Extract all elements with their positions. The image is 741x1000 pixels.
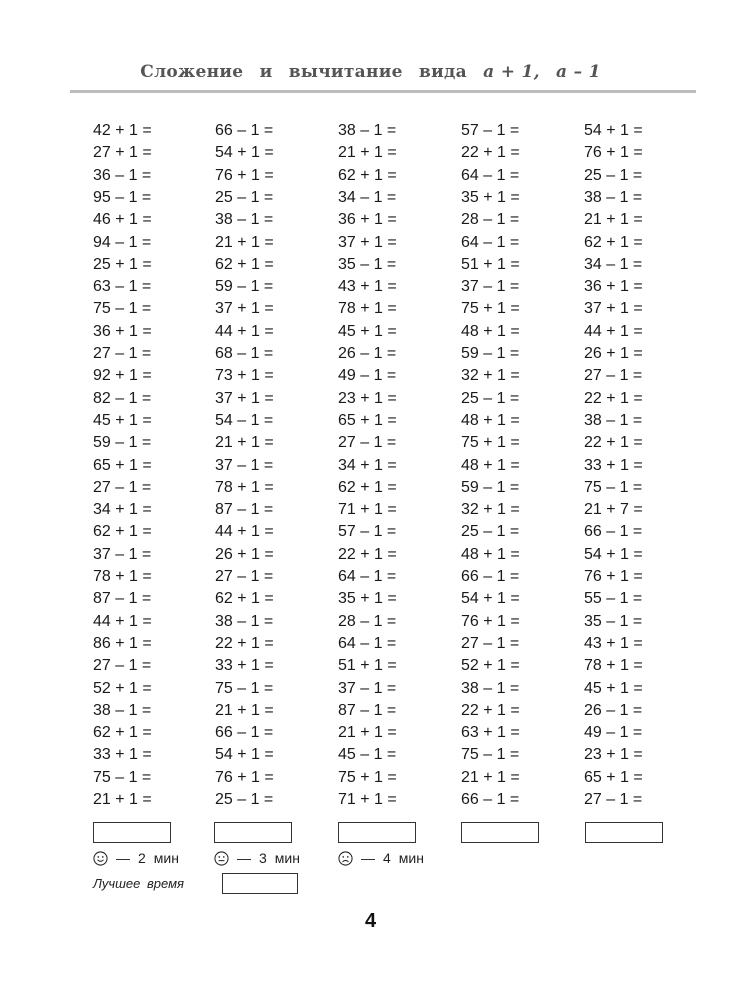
- legend-item-medium: [214, 849, 300, 867]
- problem-item: 51 + 1 =: [461, 255, 520, 273]
- problem-item: 35 + 1 =: [461, 188, 520, 206]
- problem-item: 48 + 1 =: [461, 545, 520, 563]
- problem-item: 23 + 1 =: [584, 746, 643, 764]
- problem-item: 73 + 1 =: [215, 367, 274, 385]
- problem-item: 78 + 1 =: [93, 568, 152, 585]
- smile-face-icon: [93, 851, 108, 866]
- problem-item: 25 – 1 =: [461, 389, 520, 407]
- problem-item: 65 + 1 =: [338, 411, 397, 429]
- problem-item: 27 – 1 =: [461, 634, 520, 652]
- problem-item: 21 + 1 =: [215, 701, 274, 719]
- problem-item: 27 – 1 =: [584, 791, 643, 808]
- problem-item: 68 – 1 =: [215, 345, 274, 362]
- answer-box-column-4[interactable]: [461, 822, 539, 843]
- problem-item: 78 + 1 =: [215, 478, 274, 496]
- legend-minutes: 4: [383, 850, 391, 866]
- problem-item: 44 + 1 =: [215, 322, 274, 340]
- legend-minutes: 3: [259, 850, 267, 866]
- title-word: Сложение: [140, 62, 244, 82]
- problem-item: 38 – 1 =: [338, 122, 397, 139]
- problem-item: 76 + 1 =: [584, 568, 643, 585]
- legend-item-slow: [338, 849, 424, 867]
- formula-plus: а + 1,: [483, 62, 540, 82]
- problem-item: 25 – 1 =: [584, 166, 643, 184]
- problem-item: 37 – 1 =: [338, 679, 397, 697]
- problem-item: 22 + 1 =: [461, 144, 520, 162]
- problem-item: 37 – 1 =: [93, 545, 152, 563]
- problem-item: 21 + 1 =: [215, 233, 274, 251]
- problem-item: 75 + 1 =: [338, 768, 397, 786]
- problem-item: 36 – 1 =: [93, 166, 152, 184]
- problem-item: 25 – 1 =: [215, 791, 274, 808]
- problem-item: 59 – 1 =: [93, 434, 152, 452]
- problem-item: 43 + 1 =: [584, 634, 643, 652]
- problem-item: 59 – 1 =: [461, 478, 520, 496]
- neutral-face-icon: [214, 851, 229, 866]
- problem-item: 27 – 1 =: [93, 657, 152, 675]
- problem-item: 26 + 1 =: [215, 545, 274, 563]
- problem-item: 62 + 1 =: [338, 166, 397, 184]
- problem-item: 62 + 1 =: [338, 478, 397, 496]
- problem-item: 78 + 1 =: [584, 657, 643, 675]
- problem-item: 75 + 1 =: [461, 434, 520, 452]
- problem-item: 92 + 1 =: [93, 367, 152, 385]
- problem-item: 27 – 1 =: [215, 568, 274, 585]
- problem-item: 49 – 1 =: [338, 367, 397, 385]
- problem-item: 71 + 1 =: [338, 501, 397, 519]
- problem-item: 76 + 1 =: [215, 166, 274, 184]
- problem-item: 54 + 1 =: [461, 590, 520, 608]
- problem-item: 94 – 1 =: [93, 233, 152, 251]
- problem-item: 22 + 1 =: [338, 545, 397, 563]
- problem-item: 22 + 1 =: [461, 701, 520, 719]
- problem-item: 95 – 1 =: [93, 188, 152, 206]
- problem-item: 62 + 1 =: [93, 523, 152, 541]
- problem-item: 62 + 1 =: [93, 724, 152, 742]
- title-word: и: [259, 62, 273, 82]
- problem-item: 26 + 1 =: [584, 345, 643, 362]
- problem-item: 34 + 1 =: [338, 456, 397, 474]
- problem-item: 64 – 1 =: [338, 634, 397, 652]
- answer-box-column-1[interactable]: [93, 822, 171, 843]
- problem-item: 32 + 1 =: [461, 501, 520, 519]
- legend-item-fast: [93, 849, 179, 867]
- problem-item: 25 + 1 =: [93, 255, 152, 273]
- problem-item: 54 – 1 =: [215, 411, 274, 429]
- problem-item: 21 + 1 =: [338, 144, 397, 162]
- problem-item: 87 – 1 =: [215, 501, 274, 519]
- problem-item: 48 + 1 =: [461, 456, 520, 474]
- problem-item: 22 + 1 =: [584, 434, 643, 452]
- problem-item: 36 + 1 =: [584, 278, 643, 296]
- problem-item: 45 + 1 =: [93, 411, 152, 429]
- problem-item: 45 + 1 =: [338, 322, 397, 340]
- problem-item: 21 + 1 =: [461, 768, 520, 786]
- title-word: вычитание: [288, 62, 403, 82]
- problem-item: 25 – 1 =: [461, 523, 520, 541]
- problem-item: 26 – 1 =: [338, 345, 397, 362]
- legend-dash: —: [361, 850, 375, 866]
- problem-item: 36 + 1 =: [338, 211, 397, 229]
- problem-item: 45 – 1 =: [338, 746, 397, 764]
- formula-minus: а – 1: [556, 62, 601, 82]
- problem-item: 48 + 1 =: [461, 322, 520, 340]
- problem-item: 22 + 1 =: [584, 389, 643, 407]
- problem-item: 21 + 1 =: [584, 211, 643, 229]
- problem-item: 37 – 1 =: [461, 278, 520, 296]
- problem-item: 48 + 1 =: [461, 411, 520, 429]
- problem-item: 46 + 1 =: [93, 211, 152, 229]
- problem-item: 63 – 1 =: [93, 278, 152, 296]
- problem-item: 66 – 1 =: [215, 724, 274, 742]
- problem-item: 38 – 1 =: [93, 701, 152, 719]
- answer-box-column-3[interactable]: [338, 822, 416, 843]
- problem-item: 38 – 1 =: [215, 211, 274, 229]
- problem-item: 75 – 1 =: [93, 300, 152, 318]
- problem-item: 44 + 1 =: [93, 612, 152, 630]
- problem-item: 44 + 1 =: [584, 322, 643, 340]
- problem-item: 33 + 1 =: [93, 746, 152, 764]
- problem-item: 64 – 1 =: [338, 568, 397, 585]
- legend-unit: мин: [398, 850, 424, 866]
- problem-item: 37 + 1 =: [215, 300, 274, 318]
- problem-item: 63 + 1 =: [461, 724, 520, 742]
- problem-item: 55 – 1 =: [584, 590, 643, 608]
- problem-item: 59 – 1 =: [461, 345, 520, 362]
- problem-item: 35 – 1 =: [584, 612, 643, 630]
- problem-item: 27 – 1 =: [338, 434, 397, 452]
- problem-item: 36 + 1 =: [93, 322, 152, 340]
- problem-item: 27 – 1 =: [93, 478, 152, 496]
- problem-item: 37 + 1 =: [338, 233, 397, 251]
- problem-item: 21 + 1 =: [338, 724, 397, 742]
- problem-item: 45 + 1 =: [584, 679, 643, 697]
- problem-item: 38 – 1 =: [461, 679, 520, 697]
- problem-item: 52 + 1 =: [93, 679, 152, 697]
- problem-item: 62 + 1 =: [215, 255, 274, 273]
- problem-item: 25 – 1 =: [215, 188, 274, 206]
- problem-item: 66 – 1 =: [461, 791, 520, 808]
- problem-item: 57 – 1 =: [461, 122, 520, 139]
- problem-item: 32 + 1 =: [461, 367, 520, 385]
- problem-item: 28 – 1 =: [461, 211, 520, 229]
- problem-item: 87 – 1 =: [338, 701, 397, 719]
- best-time-label: Лучшее время: [93, 876, 184, 891]
- header-divider: [70, 90, 696, 93]
- problem-item: 43 + 1 =: [338, 278, 397, 296]
- problem-item: 54 + 1 =: [215, 746, 274, 764]
- problem-item: 27 + 1 =: [93, 144, 152, 162]
- problem-item: 44 + 1 =: [215, 523, 274, 541]
- problem-item: 87 – 1 =: [93, 590, 152, 608]
- problem-item: 54 + 1 =: [215, 144, 274, 162]
- problem-item: 76 + 1 =: [584, 144, 643, 162]
- page-number: 4: [364, 910, 377, 932]
- page-title: [0, 62, 741, 82]
- problem-item: 54 + 1 =: [584, 545, 643, 563]
- problem-item: 57 – 1 =: [338, 523, 397, 541]
- problem-item: 86 + 1 =: [93, 634, 152, 652]
- problem-item: 34 – 1 =: [584, 255, 643, 273]
- answer-box-column-5[interactable]: [585, 822, 663, 843]
- problem-item: 35 + 1 =: [338, 590, 397, 608]
- problem-item: 33 + 1 =: [584, 456, 643, 474]
- problem-item: 54 + 1 =: [584, 122, 643, 139]
- problem-item: 71 + 1 =: [338, 791, 397, 808]
- problem-item: 59 – 1 =: [215, 278, 274, 296]
- problem-item: 34 + 1 =: [93, 501, 152, 519]
- problem-item: 38 – 1 =: [584, 188, 643, 206]
- problem-item: 26 – 1 =: [584, 701, 643, 719]
- problem-item: 21 + 1 =: [215, 434, 274, 452]
- legend-minutes: 2: [138, 850, 146, 866]
- problem-item: 76 + 1 =: [215, 768, 274, 786]
- problem-item: 33 + 1 =: [215, 657, 274, 675]
- legend-dash: —: [116, 850, 130, 866]
- problem-item: 23 + 1 =: [338, 389, 397, 407]
- problem-item: 65 + 1 =: [584, 768, 643, 786]
- problem-item: 37 – 1 =: [215, 456, 274, 474]
- problem-item: 38 – 1 =: [215, 612, 274, 630]
- problem-item: 75 – 1 =: [461, 746, 520, 764]
- problem-item: 52 + 1 =: [461, 657, 520, 675]
- problem-item: 75 + 1 =: [461, 300, 520, 318]
- problem-item: 66 – 1 =: [215, 122, 274, 139]
- problem-item: 27 – 1 =: [584, 367, 643, 385]
- problem-item: 82 – 1 =: [93, 389, 152, 407]
- problem-item: 21 + 7 =: [584, 501, 643, 519]
- problem-item: 37 + 1 =: [584, 300, 643, 318]
- problem-item: 66 – 1 =: [584, 523, 643, 541]
- problem-item: 51 + 1 =: [338, 657, 397, 675]
- best-time-box[interactable]: [222, 873, 298, 894]
- problem-item: 62 + 1 =: [215, 590, 274, 608]
- problem-item: 64 – 1 =: [461, 233, 520, 251]
- title-word: вида: [418, 62, 467, 82]
- problem-item: 21 + 1 =: [93, 791, 152, 808]
- problem-item: 64 – 1 =: [461, 166, 520, 184]
- problem-item: 42 + 1 =: [93, 122, 152, 139]
- legend-unit: мин: [274, 850, 300, 866]
- problem-item: 66 – 1 =: [461, 568, 520, 585]
- answer-box-column-2[interactable]: [214, 822, 292, 843]
- problem-item: 75 – 1 =: [93, 768, 152, 786]
- problem-item: 37 + 1 =: [215, 389, 274, 407]
- problem-item: 38 – 1 =: [584, 411, 643, 429]
- problem-item: 34 – 1 =: [338, 188, 397, 206]
- problem-item: 28 – 1 =: [338, 612, 397, 630]
- legend-unit: мин: [153, 850, 179, 866]
- problem-item: 35 – 1 =: [338, 255, 397, 273]
- problem-item: 27 – 1 =: [93, 345, 152, 362]
- sad-face-icon: [338, 851, 353, 866]
- problem-item: 65 + 1 =: [93, 456, 152, 474]
- problem-item: 22 + 1 =: [215, 634, 274, 652]
- problem-item: 62 + 1 =: [584, 233, 643, 251]
- problem-item: 75 – 1 =: [215, 679, 274, 697]
- problem-item: 78 + 1 =: [338, 300, 397, 318]
- legend-dash: —: [237, 850, 251, 866]
- problem-item: 49 – 1 =: [584, 724, 643, 742]
- problem-item: 75 – 1 =: [584, 478, 643, 496]
- problem-item: 76 + 1 =: [461, 612, 520, 630]
